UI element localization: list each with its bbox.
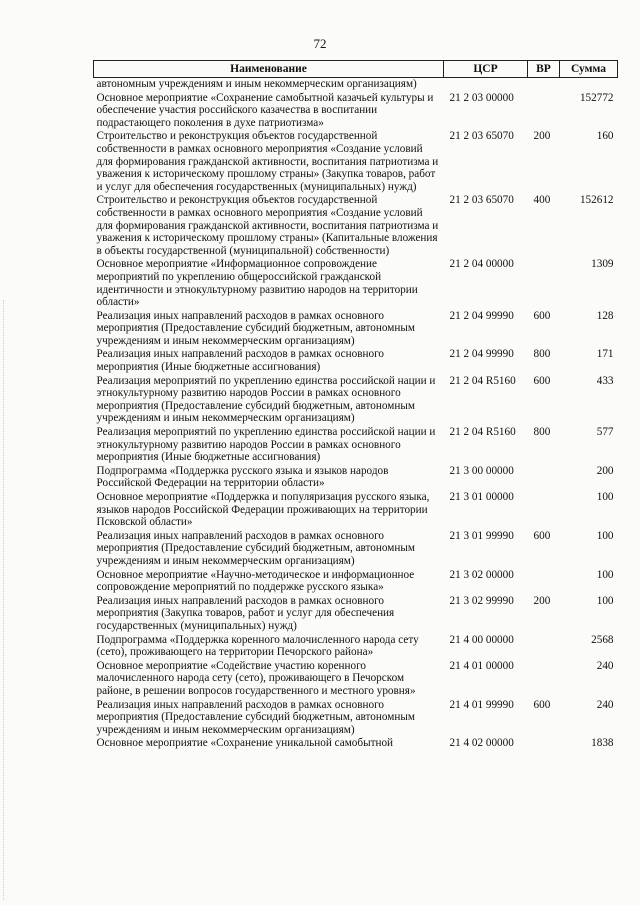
cell-vr: 200 [533, 594, 551, 607]
header-name: Наименование [94, 61, 444, 78]
cell-vr [528, 660, 560, 699]
header-vr: ВР [528, 61, 560, 78]
cell-sum: 100 [596, 491, 614, 503]
cell-name: Реализация иных направлений расходов в рамках основного мероприятия (Предоставление субсидий бюджетным, автономным учреждениям и иным некоммерческим организациям) [96, 698, 415, 736]
cell-sum: 240 [596, 698, 614, 711]
cell-sum: 1309 [591, 258, 614, 271]
cell-name: Реализация мероприятий по укреплению единства российской нации и этнокультурному развитию народов России в рамках основного мероприятия (Иные бюджетные ассигнования) [96, 426, 436, 464]
table-row [94, 310, 618, 349]
page-number: 72 [313, 36, 327, 51]
cell-vr [528, 465, 560, 491]
cell-name: Строительство и реконструкция объектов государственной собственности в рамках основного мероприятия «Создание условий для формирования гражданской активности, воспитания патриотизма и уважения к историческому прошлому страны» (Закупка товаров, работ и услуг для обеспечения государственных (муниципальных) нужд) [96, 130, 439, 193]
cell-csr: 21 2 03 65070 [449, 194, 514, 207]
table-header-row [94, 61, 618, 78]
table-row [94, 530, 618, 569]
table-row [94, 92, 618, 131]
cell-sum: 160 [596, 130, 614, 143]
cell-vr [528, 78, 560, 92]
header-sum: Сумма [560, 61, 618, 78]
table-row [94, 375, 618, 426]
table-row [94, 130, 618, 194]
cell-vr [528, 569, 560, 595]
cell-sum: 240 [596, 659, 614, 672]
cell-vr [528, 258, 560, 309]
cell-name: Реализация мероприятий по укреплению единства российской нации и этнокультурному развитию народов России в рамках основного мероприятия (Предоставление субсидий бюджетным, автономным учреждениям и иным некоммерческим организациям) [96, 374, 436, 425]
table-row [94, 634, 618, 660]
cell-csr [444, 78, 528, 92]
table-row [94, 194, 618, 258]
cell-sum: 128 [596, 309, 614, 322]
cell-sum: 433 [596, 374, 614, 387]
cell-vr: 800 [533, 348, 551, 361]
budget-table [93, 60, 618, 751]
cell-csr: 21 3 01 99990 [449, 529, 514, 542]
table-body [94, 78, 618, 751]
cell-sum: 100 [596, 529, 614, 542]
cell-csr: 21 3 02 00000 [449, 568, 514, 581]
cell-csr: 21 2 04 99990 [449, 348, 514, 361]
cell-sum: 171 [596, 348, 614, 361]
cell-csr: 21 4 01 00000 [449, 659, 514, 672]
cell-csr: 21 4 00 00000 [449, 633, 514, 646]
cell-name: Реализация иных направлений расходов в рамках основного мероприятия (Предоставление субсидий бюджетным, автономным учреждениям и иным некоммерческим организациям) [96, 309, 415, 347]
cell-name: Реализация иных направлений расходов в рамках основного мероприятия (Предоставление субсидий бюджетным, автономным учреждениям и иным некоммерческим организациям) [96, 529, 415, 567]
table-row [94, 569, 618, 595]
cell-vr: 600 [533, 529, 551, 542]
table-row [94, 660, 618, 699]
cell-vr [528, 491, 560, 530]
cell-sum: 152612 [579, 194, 614, 207]
cell-vr: 800 [533, 426, 551, 439]
cell-csr: 21 3 01 00000 [449, 491, 514, 503]
cell-csr: 21 3 02 99990 [449, 594, 514, 607]
cell-sum: 2568 [591, 633, 614, 646]
cell-csr: 21 2 04 R5160 [449, 426, 516, 439]
cell-sum: 100 [596, 568, 614, 581]
cell-name: Основное мероприятие «Информационное сопровождение мероприятий по укреплению общероссийской гражданской идентичности и этнокультурному развитию народов на территории области» [96, 258, 418, 309]
cell-sum: 100 [596, 594, 614, 607]
table-row [94, 595, 618, 634]
cell-name: Основное мероприятие «Содействие участию коренного малочисленного народа сету (сето), проживающего в Печорском районе, в решении вопросов государственного и местного уровня» [96, 659, 416, 697]
header-csr: ЦСР [444, 61, 528, 78]
cell-name: автономным учреждениям и иным некоммерческим организациям) [96, 78, 417, 90]
table-row [94, 737, 618, 751]
table-row [94, 699, 618, 738]
cell-name: Подпрограмма «Поддержка коренного малочисленного народа сету (сето), проживающего на территории Печорского района» [96, 633, 419, 659]
cell-vr: 200 [533, 130, 551, 143]
cell-vr: 600 [533, 374, 551, 387]
cell-name: Основное мероприятие «Научно-методическое и информационное сопровождение мероприятий по поддержке русского языка» [96, 568, 415, 594]
cell-sum [560, 78, 618, 92]
cell-vr: 600 [533, 698, 551, 711]
table-row [94, 465, 618, 491]
cell-vr [528, 92, 560, 131]
table-row [94, 426, 618, 465]
cell-name: Реализация иных направлений расходов в рамках основного мероприятия (Закупка товаров, работ и услуг для обеспечения государственных (муниципальных) нужд) [96, 594, 395, 632]
cell-csr: 21 3 00 00000 [449, 464, 514, 477]
cell-name: Основное мероприятие «Сохранение самобытной казачьей культуры и обеспечение участия российского казачества в воспитании подрастающего поколения в духе патриотизма» [96, 91, 434, 129]
cell-vr [528, 634, 560, 660]
cell-sum: 152772 [579, 91, 614, 104]
cell-sum: 1838 [591, 737, 614, 750]
table-row [94, 491, 618, 530]
cell-sum: 577 [596, 426, 614, 439]
cell-vr: 600 [533, 309, 551, 322]
cell-csr: 21 2 04 99990 [449, 309, 514, 322]
cell-name: Реализация иных направлений расходов в рамках основного мероприятия (Иные бюджетные ассигнования) [96, 348, 384, 374]
scan-margin-artifact [3, 300, 6, 900]
table-row [94, 78, 618, 92]
table-row [94, 348, 618, 374]
cell-name: Основное мероприятие «Сохранение уникальной самобытной [96, 737, 394, 750]
cell-name: Подпрограмма «Поддержка русского языка и языков народов Российской Федерации на территории области» [96, 464, 389, 490]
cell-csr: 21 2 03 65070 [449, 130, 514, 143]
cell-name: Основное мероприятие «Поддержка и популяризация русского языка, языков народов Российской Федерации проживающих на территории Псковской области» [96, 491, 430, 529]
cell-name: Строительство и реконструкция объектов государственной собственности в рамках основного мероприятия «Создание условий для формирования гражданской активности, воспитания патриотизма и уважения к историческому прошлому страны» (Капитальные вложения в объекты государственной (муниципальной) собственности) [96, 194, 439, 257]
table-row [94, 258, 618, 309]
cell-vr [528, 737, 560, 751]
cell-csr: 21 2 04 00000 [449, 258, 514, 271]
cell-csr: 21 2 03 00000 [449, 91, 514, 104]
cell-vr: 400 [533, 194, 551, 207]
cell-csr: 21 4 02 00000 [449, 737, 514, 750]
cell-csr: 21 2 04 R5160 [449, 374, 516, 387]
cell-sum: 200 [596, 464, 614, 477]
cell-csr: 21 4 01 99990 [449, 698, 514, 711]
